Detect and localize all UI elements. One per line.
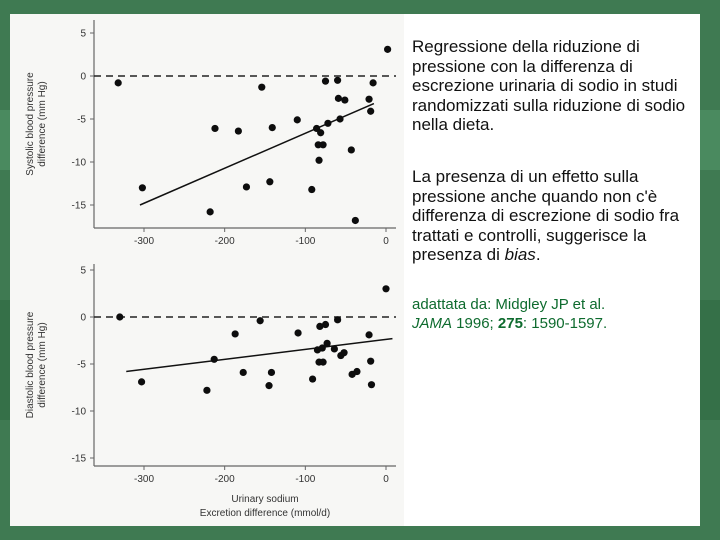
chart2-data-point	[353, 368, 360, 375]
chart-svg	[10, 14, 404, 526]
chart2-regression-line	[126, 339, 392, 372]
chart1-data-point	[369, 79, 376, 86]
chart2-data-point	[203, 387, 210, 394]
chart2-y-axis-label: difference (mm Hg)	[37, 322, 48, 408]
chart1-data-point	[367, 108, 374, 115]
chart1-data-point	[319, 141, 326, 148]
chart1-y-axis-label: difference (mm Hg)	[37, 81, 48, 167]
chart1-data-point	[365, 96, 372, 103]
chart2-data-point	[232, 330, 239, 337]
chart1-data-point	[322, 78, 329, 85]
chart2-y-tick-label: -10	[71, 406, 86, 418]
chart1-data-point	[243, 183, 250, 190]
chart1-data-point	[308, 186, 315, 193]
chart1-x-tick-label: -200	[214, 236, 235, 247]
chart2-x-tick-label: 0	[383, 474, 389, 485]
reference-prefix: adattata da: Midgley JP et al.	[412, 296, 606, 313]
chart1-data-point	[266, 178, 273, 185]
chart1-data-point	[324, 120, 331, 127]
chart1-data-point	[352, 217, 359, 224]
chart2-data-point	[257, 317, 264, 324]
chart1-y-tick-label: -5	[77, 114, 86, 126]
chart1-data-point	[315, 157, 322, 164]
chart1-y-tick-label: 0	[80, 71, 86, 83]
chart1-data-point	[269, 124, 276, 131]
chart2-data-point	[240, 369, 247, 376]
chart2-data-point	[294, 329, 301, 336]
chart2-data-point	[334, 316, 341, 323]
chart2-data-point	[319, 359, 326, 366]
chart1-data-point	[348, 146, 355, 153]
chart2-data-point	[268, 369, 275, 376]
chart1-data-point	[341, 96, 348, 103]
chart2-y-tick-label: 0	[80, 312, 86, 324]
chart2-x-tick-label: -300	[133, 474, 155, 485]
chart2-y-axis-label: Diastolic blood pressure	[25, 311, 36, 419]
chart1-data-point	[207, 208, 214, 215]
chart2-data-point	[138, 378, 145, 385]
chart2-y-tick-label: -5	[77, 359, 86, 371]
chart2-x-tick-label: -200	[214, 474, 235, 485]
chart1-x-tick-label: -300	[133, 236, 155, 247]
chart1-data-point	[336, 115, 343, 122]
chart2-x-axis-label: Urinary sodium	[231, 494, 299, 505]
chart1-data-point	[317, 129, 324, 136]
description-paragraph	[412, 37, 702, 135]
chart1-data-point	[258, 84, 265, 91]
reference-citation	[412, 295, 702, 333]
chart1-data-point	[235, 127, 242, 134]
chart1-data-point	[211, 125, 218, 132]
chart1-x-tick-label: 0	[383, 236, 389, 247]
description-text: Regressione della riduzione di pressione con la differenza di escrezione urinaria di sodio in studi randomizzati sulla riduzione di sodio nella dieta.	[412, 37, 686, 134]
chart2-y-tick-label: -15	[71, 453, 86, 465]
chart-panel	[10, 14, 404, 526]
chart2-data-point	[367, 358, 374, 365]
chart1-y-tick-label: -15	[71, 200, 86, 212]
chart2-y-tick-label: 5	[80, 265, 86, 277]
chart1-data-point	[335, 95, 342, 102]
chart2-data-point	[368, 381, 375, 388]
chart2-data-point	[265, 382, 272, 389]
bias-word: bias	[504, 245, 536, 264]
bias-text: La presenza di un effetto sulla pressione anche quando non c'è differenza di escrezione di sodio fra trattati e controlli, suggerisce la presenza di	[412, 167, 680, 264]
bias-period: .	[535, 245, 541, 264]
chart2-data-point	[340, 349, 347, 356]
bias-paragraph	[412, 167, 702, 265]
reference-pages: : 1590-1597.	[522, 315, 608, 332]
chart1-data-point	[139, 184, 146, 191]
reference-journal: JAMA	[412, 315, 453, 332]
chart1-x-tick-label: -100	[295, 236, 316, 247]
chart2-data-point	[331, 345, 338, 352]
chart1-y-tick-label: 5	[80, 28, 86, 40]
reference-year: 1996;	[452, 315, 498, 332]
chart1-data-point	[294, 116, 301, 123]
chart2-data-point	[382, 285, 389, 292]
chart1-y-axis-label: Systolic blood pressure	[25, 72, 36, 176]
chart1-data-point	[334, 77, 341, 84]
chart1-data-point	[115, 79, 122, 86]
chart2-data-point	[116, 313, 123, 320]
chart2-x-tick-label: -100	[295, 474, 316, 485]
chart2-data-point	[309, 375, 316, 382]
chart1-y-tick-label: -10	[71, 157, 86, 169]
chart2-data-point	[211, 356, 218, 363]
reference-volume: 275	[497, 315, 523, 332]
chart2-data-point	[322, 321, 329, 328]
chart2-x-axis-label: Excretion difference (mmol/d)	[199, 508, 331, 519]
chart1-data-point	[384, 46, 391, 53]
chart2-data-point	[365, 331, 372, 338]
chart2-data-point	[324, 340, 331, 347]
